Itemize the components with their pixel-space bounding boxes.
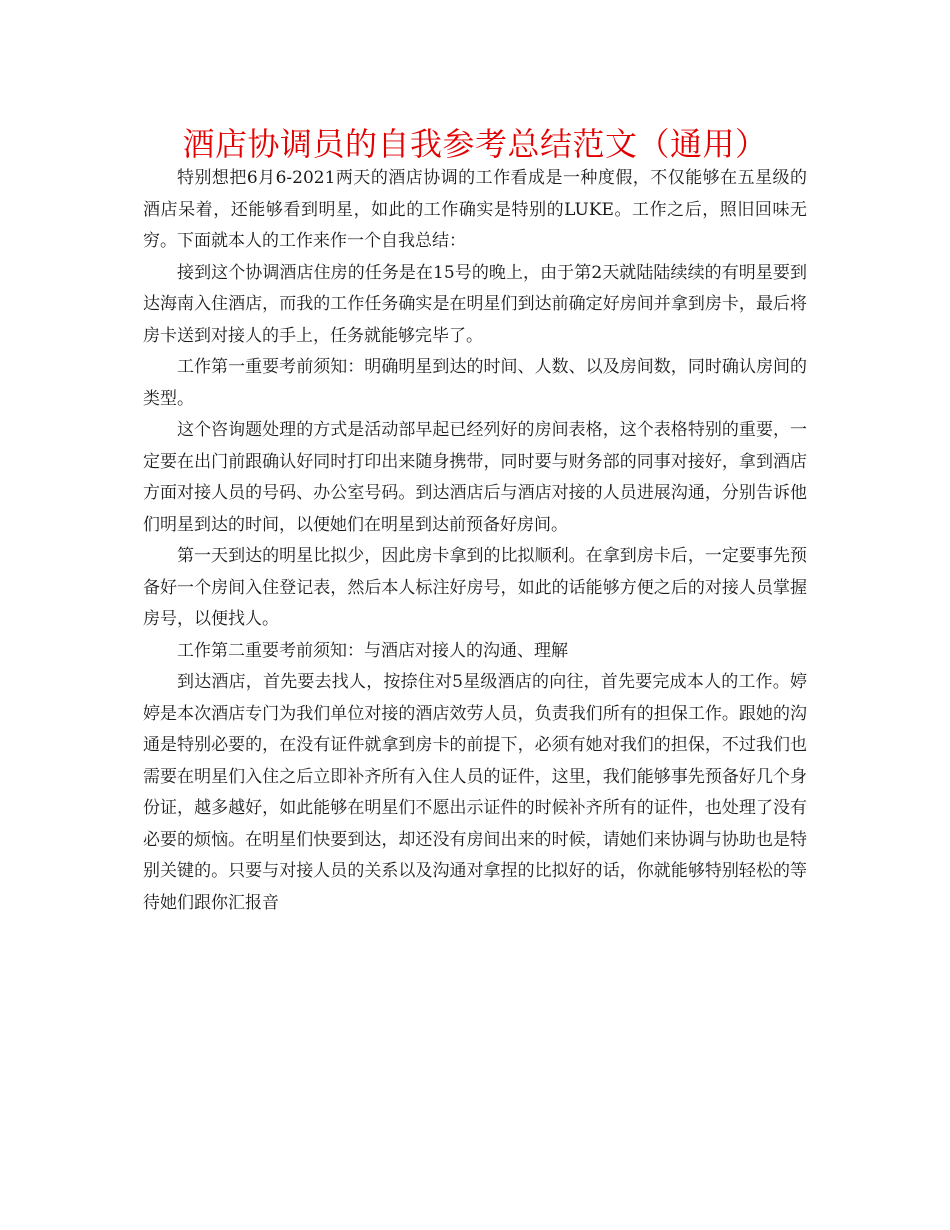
- document-title: 酒店协调员的自我参考总结范文（通用）: [182, 125, 768, 163]
- paragraph: 工作第一重要考前须知：明确明星到达的时间、人数、以及房间数，同时确认房间的类型。: [143, 357, 807, 409]
- paragraph: 第一天到达的明星比拟少，因此房卡拿到的比拟顺利。在拿到房卡后，一定要事先预备好一个房间入住登记表，然后本人标注好房号，如此的话能够方便之后的对接人员掌握房号，以便找人。: [143, 546, 807, 629]
- paragraph: 特别想把6月6-2021两天的酒店协调的工作看成是一种度假，不仅能够在五星级的酒店呆着，还能够看到明星，如此的工作确实是特别的LUKE。工作之后，照旧回味无穷。下面就本人的工作来作一个自我总结：: [143, 168, 807, 251]
- paragraph: 到达酒店，首先要去找人，按捺住对5星级酒店的向往，首先要完成本人的工作。婷婷是本次酒店专门为我们单位对接的酒店效劳人员，负责我们所有的担保工作。跟她的沟通是特别必要的，在没有证件就拿到房卡的前提下，必须有她对我们的担保，不过我们也需要在明星们入住之后立即补齐所有入住人员的证件，这里，我们能够事先预备好几个身份证，越多越好，如此能够在明星们不愿出示证件的时候补齐所有的证件，也处理了没有必要的烦恼。在明星们快要到达，却还没有房间出来的时候，请她们来协调与协助也是特别关键的。只要与对接人员的关系以及沟通对拿捏的比拟好的话，你就能够特别轻松的等待她们跟你汇报音: [143, 672, 807, 913]
- document-body: [143, 163, 807, 919]
- paragraph: 接到这个协调酒店住房的任务是在15号的晚上，由于第2天就陆陆续续的有明星要到达海南入住酒店，而我的工作任务确实是在明星们到达前确定好房间并拿到房卡，最后将房卡送到对接人的手上，任务就能够完毕了。: [143, 262, 807, 346]
- paragraph: 这个咨询题处理的方式是活动部早起已经列好的房间表格，这个表格特别的重要，一定要在出门前跟确认好同时打印出来随身携带，同时要与财务部的同事对接好，拿到酒店方面对接人员的号码、办公室号码。到达酒店后与酒店对接的人员进展沟通，分别告诉他们明星到达的时间，以便她们在明星到达前预备好房间。: [143, 420, 807, 535]
- paragraph: 工作第二重要考前须知：与酒店对接人的沟通、理解: [177, 640, 568, 661]
